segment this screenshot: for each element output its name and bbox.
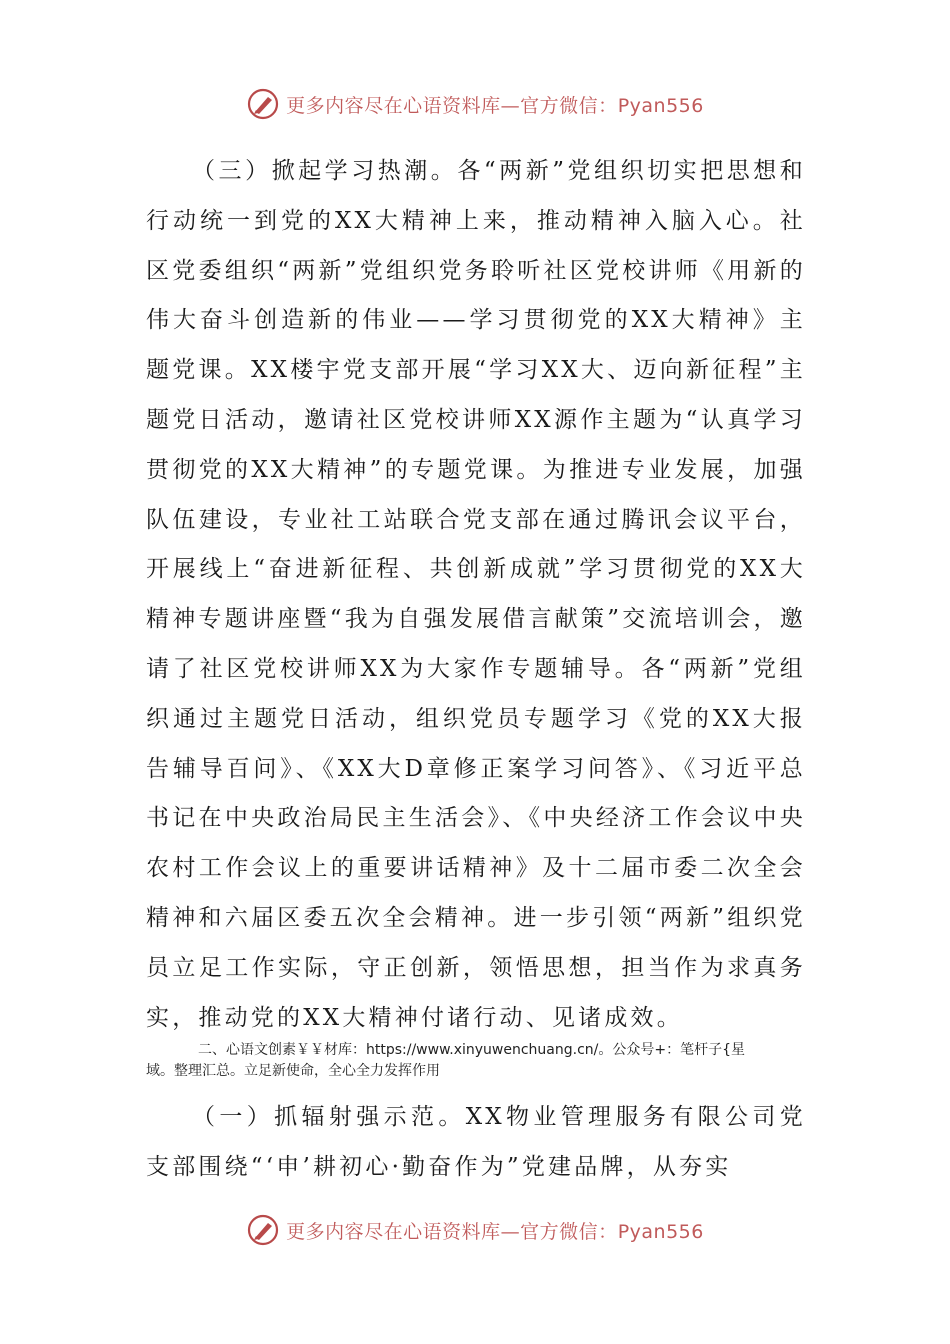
banner-wechat-id: Pyan556 xyxy=(617,94,704,117)
source-note-line-2: 域。整理汇总。立足新使命，全心全力发挥作用 xyxy=(146,1063,440,1079)
banner-wechat-label: 官方微信： xyxy=(520,1220,618,1243)
banner-main-text: 更多内容尽在心语资料库 xyxy=(286,94,501,117)
banner-text xyxy=(286,1217,704,1244)
section-1-body xyxy=(146,1093,806,1193)
banner-wechat-id: Pyan556 xyxy=(617,1220,704,1243)
banner-wechat-label: 官方微信： xyxy=(520,94,618,117)
pen-logo-icon xyxy=(246,87,280,121)
banner-text xyxy=(286,91,704,118)
section-3-body xyxy=(146,147,806,1043)
banner-separator: — xyxy=(500,94,521,117)
banner-separator: — xyxy=(500,1220,521,1243)
header-banner xyxy=(0,84,950,124)
source-note-line-1: 二、心语文创素￥￥材库：https://www.xinyuwenchuang.cn/。公众号+：笔杆子{星 xyxy=(198,1042,745,1058)
source-note xyxy=(146,1040,811,1082)
section-1-paragraph: （一）抓辐射强示范。XX物业管理服务有限公司党支部围绕“‘申’耕初心·勤奋作为”党建品牌，从夯实 xyxy=(146,1104,806,1180)
banner-main-text: 更多内容尽在心语资料库 xyxy=(286,1220,501,1243)
section-3-paragraph: （三）掀起学习热潮。各“两新”党组织切实把思想和行动统一到党的XX大精神上来，推动精神入脑入心。社区党委组织“两新”党组织党务聆听社区党校讲师《用新的伟大奋斗创造新的伟业——学习贯彻党的XX大精神》主题党课。XX楼宇党支部开展“学习XX大、迈向新征程”主题党日活动，邀请社区党校讲师XX源作主题为“认真学习贯彻党的XX大精神”的专题党课。为推进专业发展，加强队伍建设，专业社工站联合党支部在通过腾讯会议平台，开展线上“奋进新征程、共创新成就”学习贯彻党的XX大精神专题讲座暨“我为自强发展借言献策”交流培训会，邀请了社区党校讲师XX为大家作专题辅导。各“两新”党组织通过主题党日活动，组织党员专题学习《党的XX大报告辅导百问》、《XX大D章修正案学习问答》、《习近平总书记在中央政治局民主生活会》、《中央经济工作会议中央农村工作会议上的重要讲话精神》及十二届市委二次全会精神和六届区委五次全会精神。进一步引领“两新”组织党员立足工作实际，守正创新，领悟思想，担当作为求真务实，推动党的XX大精神付诸行动、见诸成效。 xyxy=(146,158,806,1031)
pen-logo-icon xyxy=(246,1213,280,1247)
footer-banner xyxy=(0,1210,950,1250)
